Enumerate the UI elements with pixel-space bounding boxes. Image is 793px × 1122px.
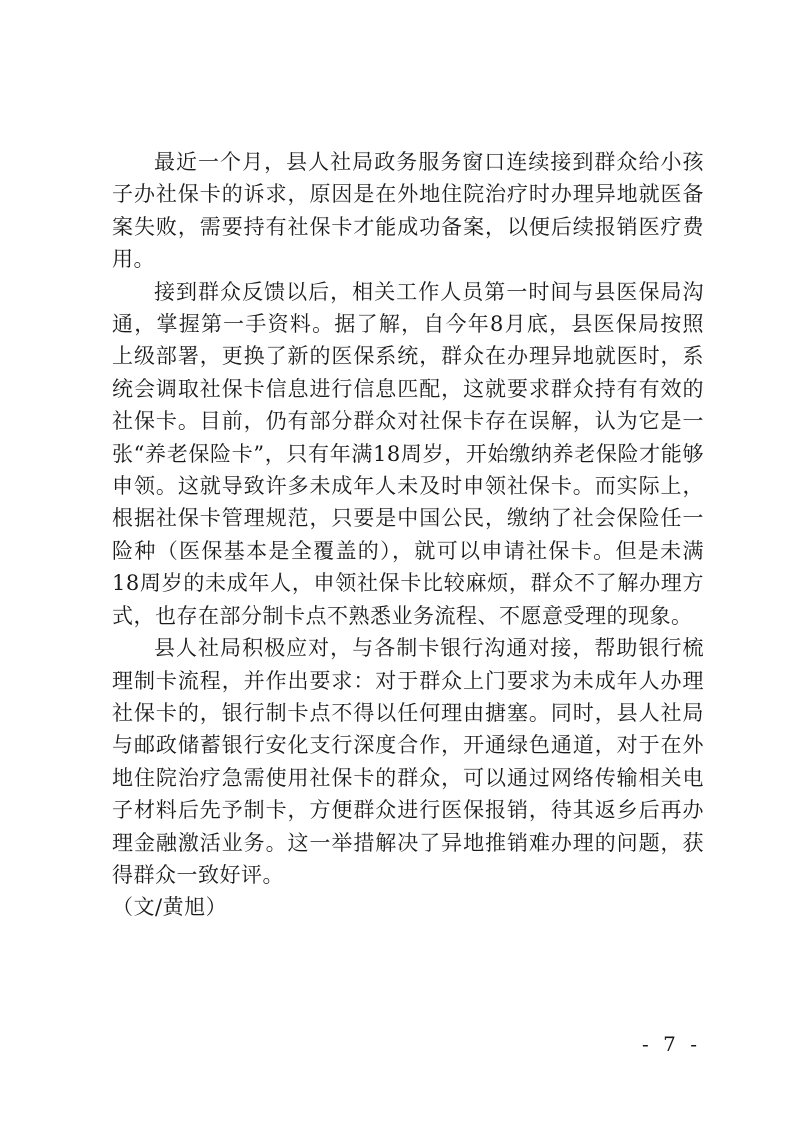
article-body: [112, 146, 704, 924]
author-signature: （文/黄旭）: [112, 895, 228, 920]
paragraph-3: 县人社局积极应对，与各制卡银行沟通对接，帮助银行梳理制卡流程，并作出要求：对于群众上门要求为未成年人办理社保卡的，银行制卡点不得以任何理由搪塞。同时，县人社局与邮政储蓄银行安化支行深度合作，开通绿色通道，对于在外地住院治疗急需使用社保卡的群众，可以通过网络传输相关电子材料后先予制卡，方便群众进行医保报销，待其返乡后再办理金融激活业务。这一举措解决了异地推销难办理的问题，获得群众一致好评。: [112, 636, 704, 887]
page-number: - 7 -: [642, 1032, 701, 1056]
paragraph-1: 最近一个月，县人社局政务服务窗口连续接到群众给小孩子办社保卡的诉求，原因是在外地住院治疗时办理异地就医备案失败，需要持有社保卡才能成功备案，以便后续报销医疗费用。: [112, 150, 704, 272]
paragraph-2: 接到群众反馈以后，相关工作人员第一时间与县医保局沟通，掌握第一手资料。据了解，自今年8月底，县医保局按照上级部署，更换了新的医保系统，群众在办理异地就医时，系统会调取社保卡信息进行信息匹配，这就要求群众持有有效的社保卡。目前，仍有部分群众对社保卡存在误解，认为它是一张“养老保险卡”，只有年满18周岁，开始缴纳养老保险才能够申领。这就导致许多未成年人未及时申领社保卡。而实际上，根据社保卡管理规范，只要是中国公民，缴纳了社会保险任一险种（医保基本是全覆盖的），就可以申请社保卡。但是未满18周岁的未成年人，申领社保卡比较麻烦，群众不了解办理方式，也存在部分制卡点不熟悉业务流程、不愿意受理的现象。: [112, 279, 704, 628]
